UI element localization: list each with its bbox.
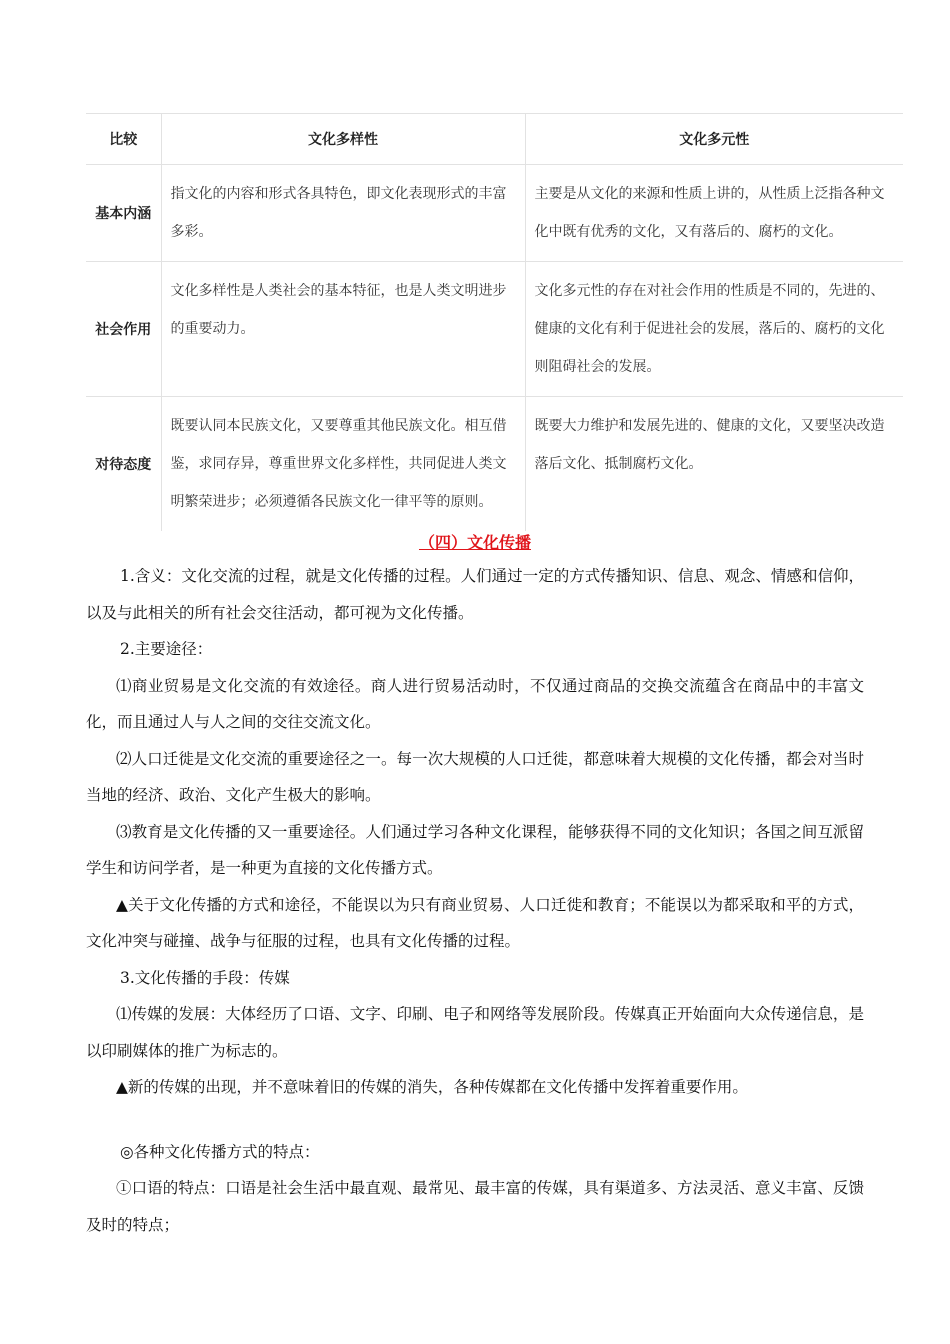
paragraph-media-development: ⑴传媒的发展：大体经历了口语、文字、印刷、电子和网络等发展阶段。传媒真正开始面向大众传递信息，是以印刷媒体的推广为标志的。 [86,1005,864,1060]
row-label: 对待态度 [86,397,161,532]
diversity-cell: 指文化的内容和形式各具特色，即文化表现形式的丰富多彩。 [161,165,525,262]
paragraph-definition: 1.含义：文化交流的过程，就是文化传播的过程。人们通过一定的方式传播知识、信息、观念、情感和信仰，以及与此相关的所有社会交往活动，都可视为文化传播。 [86,567,864,622]
paragraph-education: ⑶教育是文化传播的又一重要途径。人们通过学习各种文化课程，能够获得不同的文化知识；各国之间互派留学生和访问学者，是一种更为直接的文化传播方式。 [86,822,864,877]
paragraph-trade: ⑴商业贸易是文化交流的有效途径。商人进行贸易活动时，不仅通过商品的交换交流蕴含在商品中的丰富文化，而且通过人与人之间的交往交流文化。 [86,676,864,731]
header-compare: 比较 [86,114,161,165]
header-diversity: 文化多样性 [161,114,525,165]
paragraph-migration: ⑵人口迁徙是文化交流的重要途径之一。每一次大规模的人口迁徙，都意味着大规模的文化传播，都会对当时当地的经济、政治、文化产生极大的影响。 [86,749,864,804]
spacer [86,1106,864,1134]
diversity-cell: 文化多样性是人类社会的基本特征，也是人类文明进步的重要动力。 [161,262,525,397]
comparison-table [86,113,903,531]
paragraph-features-heading: ◎各种文化传播方式的特点： [120,1142,320,1161]
pluralism-cell: 文化多元性的存在对社会作用的性质是不同的，先进的、健康的文化有利于促进社会的发展，落后的、腐朽的文化则阻碍社会的发展。 [525,262,903,397]
paragraph-note-media: ▲新的传媒的出现，并不意味着旧的传媒的消失，各种传媒都在文化传播中发挥着重要作用。 [116,1078,748,1096]
paragraph-oral-features: ①口语的特点：口语是社会生活中最直观、最常见、最丰富的传媒，具有渠道多、方法灵活、意义丰富、反馈及时的特点； [86,1179,864,1234]
section-body [86,558,864,1243]
paragraph-main-routes-heading: 2.主要途径： [120,640,213,658]
paragraph-media-heading: 3.文化传播的手段：传媒 [120,968,290,987]
pluralism-cell: 既要大力维护和发展先进的、健康的文化，又要坚决改造落后文化、抵制腐朽文化。 [525,397,903,532]
diversity-cell: 既要认同本民族文化，又要尊重其他民族文化。相互借鉴，求同存异，尊重世界文化多样性，共同促进人类文明繁荣进步；必须遵循各民族文化一律平等的原则。 [161,397,525,532]
table-header-row [86,114,903,165]
pluralism-cell: 主要是从文化的来源和性质上讲的，从性质上泛指各种文化中既有优秀的文化，又有落后的、腐朽的文化。 [525,165,903,262]
header-pluralism: 文化多元性 [525,114,903,165]
paragraph-note-routes: ▲关于文化传播的方式和途径，不能误以为只有商业贸易、人口迁徙和教育；不能误以为都采取和平的方式，文化冲突与碰撞、战争与征服的过程，也具有文化传播的过程。 [86,895,864,950]
table-row [86,165,903,262]
section-title: （四）文化传播 [418,533,531,552]
table-row [86,262,903,397]
row-label: 基本内涵 [86,165,161,262]
row-label: 社会作用 [86,262,161,397]
table-row [86,397,903,532]
